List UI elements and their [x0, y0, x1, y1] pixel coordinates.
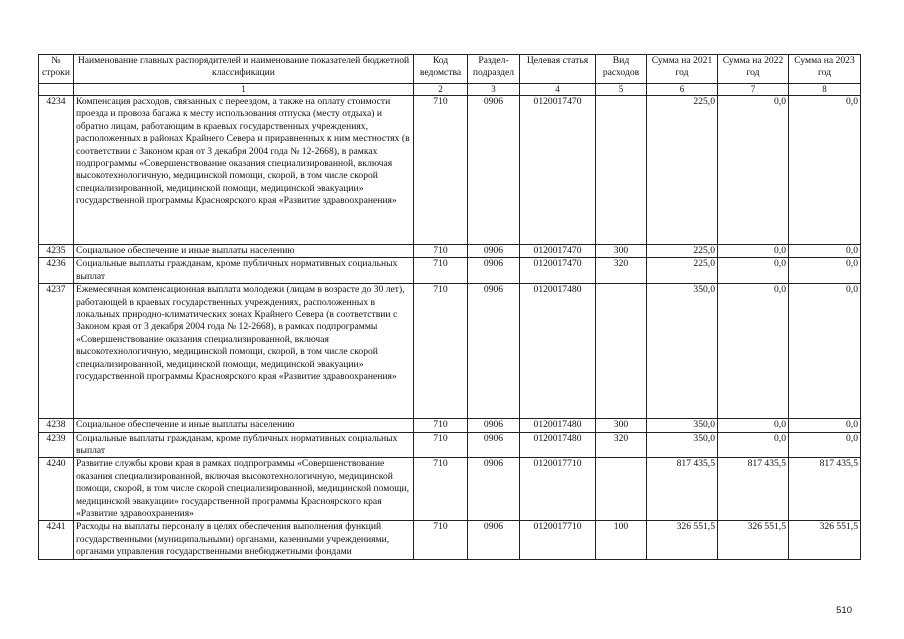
row-sum-2022: 0,0: [718, 96, 789, 245]
row-name: Социальные выплаты гражданам, кроме публичных нормативных социальных выплат: [74, 258, 414, 284]
row-section: 0906: [468, 284, 520, 419]
table-row: [39, 521, 861, 559]
row-target-article: 0120017470: [520, 245, 596, 258]
row-section: 0906: [468, 458, 520, 521]
row-department-code: 710: [414, 96, 468, 245]
row-target-article: 0120017710: [520, 458, 596, 521]
row-name: Развитие службы крови края в рамках подпрограммы «Совершенствование оказания специализированной, включая высокотехнологичную, медицинской помощи, скорой, в том числе скорой специализированной, медицинской помощи, медицинской эвакуации» государственной программы Красноярского края «Развитие здравоохранения»: [74, 458, 414, 521]
table-row: [39, 458, 861, 521]
row-sum-2023: 817 435,5: [789, 458, 861, 521]
row-name: Социальное обеспечение и иные выплаты населению: [74, 419, 414, 432]
header-expense-type: Вид расходов: [596, 55, 647, 84]
row-sum-2023: 0,0: [789, 245, 861, 258]
row-department-code: 710: [414, 258, 468, 284]
row-target-article: 0120017480: [520, 284, 596, 419]
header-row-number: № строки: [39, 55, 74, 84]
row-target-article: 0120017480: [520, 419, 596, 432]
column-number: 1: [74, 84, 414, 96]
row-target-article: 0120017480: [520, 432, 596, 458]
header-name: Наименование главных распорядителей и наименование показателей бюджетной классификации: [74, 55, 414, 84]
budget-table: [38, 54, 861, 560]
column-number: 8: [789, 84, 861, 96]
row-name: Ежемесячная компенсационная выплата молодежи (лицам в возрасте до 30 лет), работающей в краевых государственных учреждениях, расположенных в локальных природно-климатических зонах Крайнего Севера (в соответствии с Законом края от 3 декабря 2004 года № 12-2668), в рамках подпрограммы «Совершенствование оказания специализированной, включая высокотехнологичную, медицинской помощи, скорой, в том числе скорой специализированной, медицинской помощи, медицинской эвакуации» государственной программы Красноярского края «Развитие здравоохранения»: [74, 284, 414, 419]
row-name: Социальные выплаты гражданам, кроме публичных нормативных социальных выплат: [74, 432, 414, 458]
column-number: 7: [718, 84, 789, 96]
row-number: 4237: [39, 284, 74, 419]
row-section: 0906: [468, 521, 520, 559]
row-number: 4238: [39, 419, 74, 432]
row-sum-2023: 0,0: [789, 258, 861, 284]
row-sum-2021: 326 551,5: [647, 521, 718, 559]
table-row: [39, 419, 861, 432]
row-sum-2022: 817 435,5: [718, 458, 789, 521]
row-name: Компенсация расходов, связанных с переездом, а также на оплату стоимости проезда и провоза багажа к месту использования отпуска (месту отдыха) и обратно лицам, работающим в краевых государственных учреждениях, расположенных в районах Крайнего Севера и приравненных к ним местностях (в соответствии с Законом края от 3 декабря 2004 года № 12-2668), в рамках подпрограммы «Совершенствование оказания специализированной, включая высокотехнологичную, медицинской помощи, скорой, в том числе скорой специализированной, медицинской помощи, медицинской эвакуации» государственной программы Красноярского края «Развитие здравоохранения»: [74, 96, 414, 245]
row-sum-2022: 0,0: [718, 432, 789, 458]
row-number: 4241: [39, 521, 74, 559]
table-body: [39, 96, 861, 560]
row-expense-type: [596, 458, 647, 521]
budget-table-sheet: [38, 54, 861, 560]
row-sum-2021: 817 435,5: [647, 458, 718, 521]
row-sum-2021: 225,0: [647, 96, 718, 245]
row-department-code: 710: [414, 245, 468, 258]
row-sum-2021: 350,0: [647, 432, 718, 458]
row-sum-2023: 0,0: [789, 96, 861, 245]
row-number: 4240: [39, 458, 74, 521]
header-sum-2022: Сумма на 2022 год: [718, 55, 789, 84]
row-department-code: 710: [414, 284, 468, 419]
row-section: 0906: [468, 432, 520, 458]
row-sum-2022: 0,0: [718, 419, 789, 432]
row-number: 4235: [39, 245, 74, 258]
row-number: 4234: [39, 96, 74, 245]
column-number: 5: [596, 84, 647, 96]
column-number: [39, 84, 74, 96]
row-expense-type: 300: [596, 419, 647, 432]
row-sum-2022: 326 551,5: [718, 521, 789, 559]
row-expense-type: 320: [596, 432, 647, 458]
table-row: [39, 284, 861, 419]
header-target-article: Целевая статья: [520, 55, 596, 84]
row-target-article: 0120017470: [520, 96, 596, 245]
row-target-article: 0120017710: [520, 521, 596, 559]
row-department-code: 710: [414, 419, 468, 432]
row-department-code: 710: [414, 432, 468, 458]
header-section: Раздел-подраздел: [468, 55, 520, 84]
row-sum-2023: 326 551,5: [789, 521, 861, 559]
column-number: 3: [468, 84, 520, 96]
table-row: [39, 96, 861, 245]
row-sum-2022: 0,0: [718, 258, 789, 284]
row-section: 0906: [468, 245, 520, 258]
row-number: 4239: [39, 432, 74, 458]
row-section: 0906: [468, 419, 520, 432]
column-number: 6: [647, 84, 718, 96]
header-row: [39, 55, 861, 84]
row-department-code: 710: [414, 521, 468, 559]
row-expense-type: 100: [596, 521, 647, 559]
header-sum-2021: Сумма на 2021 год: [647, 55, 718, 84]
row-name: Социальное обеспечение и иные выплаты населению: [74, 245, 414, 258]
table-row: [39, 245, 861, 258]
row-section: 0906: [468, 96, 520, 245]
row-expense-type: [596, 96, 647, 245]
row-name: Расходы на выплаты персоналу в целях обеспечения выполнения функций государственными (муниципальными) органами, казенными учреждениями, органами управления государственными внебюджетными фондами: [74, 521, 414, 559]
row-sum-2021: 225,0: [647, 245, 718, 258]
row-sum-2023: 0,0: [789, 419, 861, 432]
table-row: [39, 432, 861, 458]
row-expense-type: 300: [596, 245, 647, 258]
header-department-code: Код ведомства: [414, 55, 468, 84]
column-number: 4: [520, 84, 596, 96]
row-number: 4236: [39, 258, 74, 284]
row-sum-2023: 0,0: [789, 284, 861, 419]
row-sum-2021: 350,0: [647, 284, 718, 419]
row-sum-2021: 225,0: [647, 258, 718, 284]
row-sum-2022: 0,0: [718, 284, 789, 419]
table-row: [39, 258, 861, 284]
page-number: 510: [836, 605, 852, 616]
row-department-code: 710: [414, 458, 468, 521]
header-sum-2023: Сумма на 2023 год: [789, 55, 861, 84]
row-sum-2022: 0,0: [718, 245, 789, 258]
row-sum-2023: 0,0: [789, 432, 861, 458]
row-section: 0906: [468, 258, 520, 284]
row-sum-2021: 350,0: [647, 419, 718, 432]
column-number-row: [39, 84, 861, 96]
row-expense-type: [596, 284, 647, 419]
column-number: 2: [414, 84, 468, 96]
row-expense-type: 320: [596, 258, 647, 284]
row-target-article: 0120017470: [520, 258, 596, 284]
